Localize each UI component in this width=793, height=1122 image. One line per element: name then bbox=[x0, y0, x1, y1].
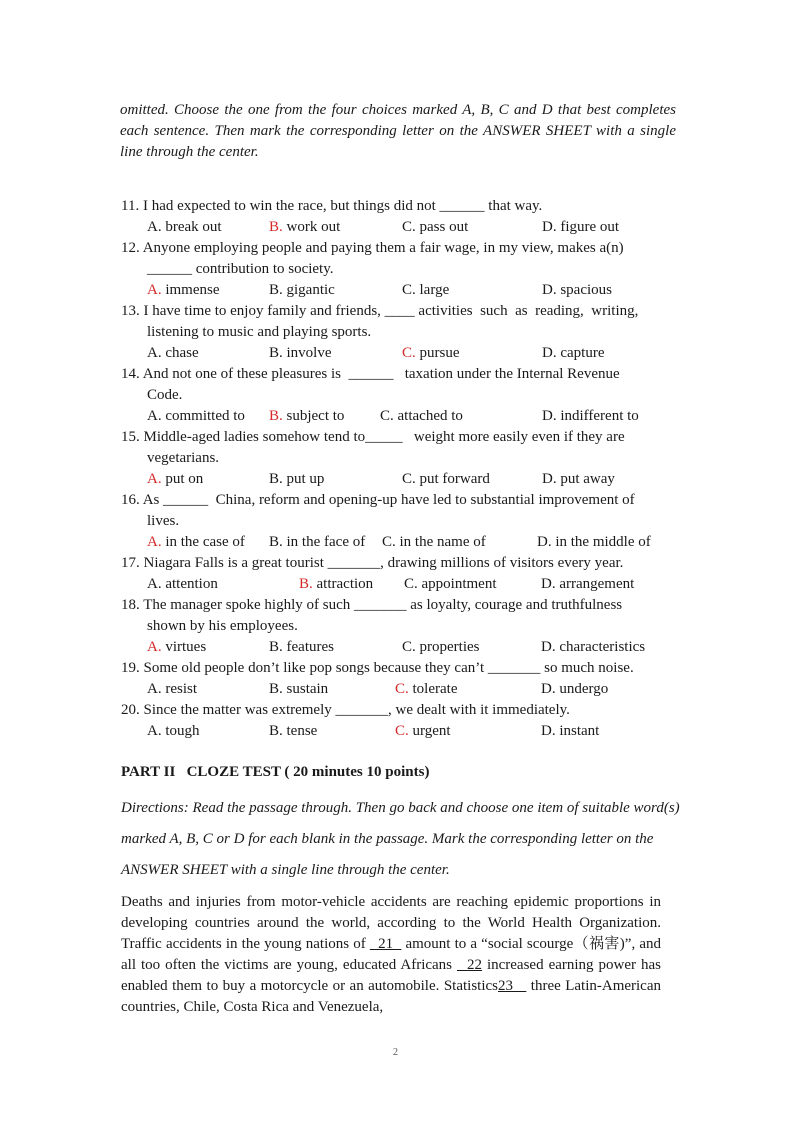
answer-options bbox=[121, 637, 681, 658]
option-letter: A. bbox=[147, 219, 162, 235]
option-b[interactable] bbox=[269, 469, 324, 490]
option-letter: B. bbox=[299, 576, 313, 592]
option-b[interactable] bbox=[269, 280, 335, 301]
question-stem bbox=[121, 658, 681, 679]
option-d[interactable] bbox=[542, 280, 612, 301]
option-d[interactable] bbox=[541, 679, 608, 700]
question-stem bbox=[121, 595, 681, 616]
option-text: in the middle of bbox=[555, 534, 651, 550]
question-text: I had expected to win the race, but things did not ______ that way. bbox=[142, 198, 543, 214]
option-text: figure out bbox=[560, 219, 620, 235]
question-text: I have time to enjoy family and friends, ____ activities such as reading, writing, bbox=[143, 303, 639, 319]
option-text: put away bbox=[560, 471, 615, 487]
option-letter: A. bbox=[147, 723, 162, 739]
option-letter: A. bbox=[147, 282, 162, 298]
cloze-passage bbox=[121, 892, 661, 1018]
option-text: urgent bbox=[412, 723, 451, 739]
option-d[interactable] bbox=[541, 637, 645, 658]
option-text: pursue bbox=[419, 345, 460, 361]
option-text: attraction bbox=[316, 576, 374, 592]
option-text: features bbox=[286, 639, 334, 655]
option-letter: C. bbox=[402, 639, 416, 655]
blank-22: 22 bbox=[457, 957, 482, 973]
question-text: ______ contribution to society. bbox=[147, 261, 334, 277]
option-text: put on bbox=[165, 471, 204, 487]
option-c[interactable] bbox=[402, 343, 460, 364]
question-text: Middle-aged ladies somehow tend to_____ weight more easily even if they are bbox=[143, 429, 625, 445]
option-text: arrangement bbox=[559, 576, 635, 592]
option-letter: D. bbox=[537, 534, 552, 550]
question-number: 17. bbox=[121, 555, 140, 571]
option-a[interactable] bbox=[147, 721, 200, 742]
question-number: 12. bbox=[121, 240, 140, 256]
option-b[interactable] bbox=[269, 217, 340, 238]
part2-title: PART II CLOZE TEST ( 20 minutes 10 points) bbox=[121, 764, 430, 780]
question-stem-continued bbox=[121, 448, 681, 469]
answer-options bbox=[121, 343, 681, 364]
page-number: 2 bbox=[393, 1047, 398, 1058]
option-letter: A. bbox=[147, 408, 162, 424]
option-text: resist bbox=[165, 681, 198, 697]
option-text: tense bbox=[286, 723, 318, 739]
option-text: in the case of bbox=[165, 534, 245, 550]
question-stem bbox=[121, 196, 681, 217]
option-c[interactable] bbox=[402, 217, 468, 238]
option-text: characteristics bbox=[559, 639, 646, 655]
option-letter: D. bbox=[542, 219, 557, 235]
answer-options bbox=[121, 679, 681, 700]
option-letter: A. bbox=[147, 639, 162, 655]
question-number: 15. bbox=[121, 429, 140, 445]
option-b[interactable] bbox=[269, 637, 334, 658]
option-d[interactable] bbox=[542, 343, 604, 364]
option-letter: D. bbox=[542, 408, 557, 424]
option-letter: B. bbox=[269, 723, 283, 739]
option-text: properties bbox=[419, 639, 480, 655]
question-number: 16. bbox=[121, 492, 140, 508]
option-d[interactable] bbox=[542, 469, 615, 490]
option-a[interactable] bbox=[147, 574, 218, 595]
question-stem-continued bbox=[121, 259, 681, 280]
option-letter: B. bbox=[269, 534, 283, 550]
option-text: spacious bbox=[560, 282, 613, 298]
option-b[interactable] bbox=[269, 532, 365, 553]
passage-text: Deaths and injuries from motor-vehicle accidents are reaching epidemic proportions in developing countries around the world, according to the World Health Organization. Traffic accidents in the young nations of bbox=[121, 894, 661, 952]
option-letter: A. bbox=[147, 576, 162, 592]
passage-text: amount to a “social scourge（祸害)”, and all too often the victims are young, educated Africans bbox=[121, 936, 661, 973]
option-text: work out bbox=[286, 219, 341, 235]
option-a[interactable] bbox=[147, 406, 245, 427]
option-text: chase bbox=[165, 345, 199, 361]
option-text: committed to bbox=[165, 408, 245, 424]
option-letter: D. bbox=[542, 471, 557, 487]
option-text: appointment bbox=[421, 576, 497, 592]
answer-options bbox=[121, 532, 681, 553]
option-text: indifferent to bbox=[560, 408, 639, 424]
option-c[interactable] bbox=[395, 721, 451, 742]
question-stem-continued bbox=[121, 511, 681, 532]
blank-23: 23 bbox=[498, 978, 527, 994]
option-text: pass out bbox=[419, 219, 469, 235]
question-text: As ______ China, reform and opening-up have led to substantial improvement of bbox=[142, 492, 635, 508]
option-a[interactable] bbox=[147, 532, 245, 553]
answer-options bbox=[121, 217, 681, 238]
option-text: put up bbox=[286, 471, 325, 487]
question-stem bbox=[121, 700, 681, 721]
option-text: instant bbox=[559, 723, 600, 739]
option-letter: C. bbox=[380, 408, 394, 424]
question-stem-continued bbox=[121, 385, 681, 406]
option-text: gigantic bbox=[286, 282, 335, 298]
blank-21: 21 bbox=[369, 936, 402, 952]
option-letter: B. bbox=[269, 282, 283, 298]
option-text: large bbox=[419, 282, 450, 298]
option-text: tough bbox=[165, 723, 200, 739]
answer-options bbox=[121, 469, 681, 490]
option-text: put forward bbox=[419, 471, 490, 487]
option-c[interactable] bbox=[402, 637, 480, 658]
option-d[interactable] bbox=[537, 532, 651, 553]
question-stem bbox=[121, 427, 681, 448]
option-letter: B. bbox=[269, 345, 283, 361]
option-a[interactable] bbox=[147, 343, 199, 364]
passage-text: three Latin-American countries, Chile, Costa Rica and Venezuela, bbox=[121, 978, 661, 1015]
question-list bbox=[121, 196, 681, 742]
option-c[interactable] bbox=[380, 406, 463, 427]
question-text: Niagara Falls is a great tourist _______, drawing millions of visitors every year. bbox=[143, 555, 624, 571]
option-text: sustain bbox=[286, 681, 329, 697]
answer-options bbox=[121, 574, 681, 595]
question-stem bbox=[121, 238, 681, 259]
answer-options bbox=[121, 406, 681, 427]
option-a[interactable] bbox=[147, 469, 203, 490]
question-number: 11. bbox=[121, 198, 140, 214]
option-letter: B. bbox=[269, 408, 283, 424]
option-c[interactable] bbox=[402, 469, 490, 490]
option-b[interactable] bbox=[269, 406, 344, 427]
option-letter: C. bbox=[404, 576, 418, 592]
question-text: Since the matter was extremely _______, we dealt with it immediately. bbox=[143, 702, 570, 718]
option-b[interactable] bbox=[299, 574, 373, 595]
option-letter: A. bbox=[147, 681, 162, 697]
option-a[interactable] bbox=[147, 679, 197, 700]
option-letter: C. bbox=[402, 282, 416, 298]
option-letter: C. bbox=[402, 219, 416, 235]
part2-directions: Directions: Read the passage through. Then go back and choose one item of suitable word(s) marked A, B, C or D for each blank in the passage. Mark the corresponding letter on the ANSWER SHEET with a single line through the center. bbox=[121, 800, 680, 878]
option-letter: C. bbox=[402, 345, 416, 361]
question-number: 14. bbox=[121, 366, 140, 382]
question-stem bbox=[121, 364, 681, 385]
option-b[interactable] bbox=[269, 721, 317, 742]
option-text: subject to bbox=[286, 408, 345, 424]
option-text: virtues bbox=[165, 639, 207, 655]
option-letter: B. bbox=[269, 219, 283, 235]
question-stem-continued bbox=[121, 322, 681, 343]
question-stem bbox=[121, 301, 681, 322]
option-d[interactable] bbox=[541, 574, 634, 595]
option-text: immense bbox=[165, 282, 220, 298]
option-letter: D. bbox=[541, 639, 556, 655]
option-a[interactable] bbox=[147, 637, 206, 658]
option-letter: D. bbox=[541, 576, 556, 592]
option-text: tolerate bbox=[412, 681, 458, 697]
option-letter: A. bbox=[147, 534, 162, 550]
answer-options bbox=[121, 280, 681, 301]
question-text: shown by his employees. bbox=[147, 618, 298, 634]
question-number: 19. bbox=[121, 660, 140, 676]
question-text: Code. bbox=[147, 387, 183, 403]
option-d[interactable] bbox=[541, 721, 599, 742]
option-c[interactable] bbox=[382, 532, 486, 553]
question-text: Anyone employing people and paying them a fair wage, in my view, makes a(n) bbox=[142, 240, 624, 256]
option-text: capture bbox=[560, 345, 605, 361]
option-letter: B. bbox=[269, 639, 283, 655]
part1-directions: omitted. Choose the one from the four choices marked A, B, C and D that best completes each sentence. Then mark the corresponding letter on the ANSWER SHEET with a single line through the center. bbox=[120, 102, 676, 160]
question-stem bbox=[121, 490, 681, 511]
option-letter: D. bbox=[542, 345, 557, 361]
option-letter: D. bbox=[542, 282, 557, 298]
option-letter: B. bbox=[269, 681, 283, 697]
question-stem-continued bbox=[121, 616, 681, 637]
option-text: in the name of bbox=[399, 534, 486, 550]
option-letter: C. bbox=[395, 723, 409, 739]
option-c[interactable] bbox=[395, 679, 458, 700]
option-text: undergo bbox=[559, 681, 609, 697]
option-letter: B. bbox=[269, 471, 283, 487]
option-letter: C. bbox=[395, 681, 409, 697]
option-text: involve bbox=[286, 345, 332, 361]
answer-options bbox=[121, 721, 681, 742]
option-text: attached to bbox=[397, 408, 463, 424]
option-b[interactable] bbox=[269, 679, 328, 700]
question-number: 18. bbox=[121, 597, 140, 613]
question-text: listening to music and playing sports. bbox=[147, 324, 372, 340]
option-a[interactable] bbox=[147, 280, 220, 301]
option-letter: C. bbox=[402, 471, 416, 487]
option-text: in the face of bbox=[286, 534, 366, 550]
option-d[interactable] bbox=[542, 217, 619, 238]
option-letter: A. bbox=[147, 471, 162, 487]
option-letter: A. bbox=[147, 345, 162, 361]
option-c[interactable] bbox=[402, 280, 449, 301]
question-number: 20. bbox=[121, 702, 140, 718]
option-letter: C. bbox=[382, 534, 396, 550]
option-c[interactable] bbox=[404, 574, 497, 595]
passage-text: increased earning power has enabled them to buy a motorcycle or an automobile. Statistics bbox=[121, 957, 661, 994]
question-text: vegetarians. bbox=[147, 450, 220, 466]
option-a[interactable] bbox=[147, 217, 222, 238]
option-letter: D. bbox=[541, 723, 556, 739]
question-number: 13. bbox=[121, 303, 140, 319]
question-text: lives. bbox=[147, 513, 180, 529]
option-b[interactable] bbox=[269, 343, 332, 364]
option-text: attention bbox=[165, 576, 218, 592]
question-stem bbox=[121, 553, 681, 574]
option-letter: D. bbox=[541, 681, 556, 697]
question-text: Some old people don’t like pop songs because they can’t _______ so much noise. bbox=[143, 660, 634, 676]
question-text: And not one of these pleasures is ______ taxation under the Internal Revenue bbox=[142, 366, 620, 382]
option-text: break out bbox=[165, 219, 222, 235]
question-text: The manager spoke highly of such _______ as loyalty, courage and truthfulness bbox=[143, 597, 623, 613]
option-d[interactable] bbox=[542, 406, 639, 427]
